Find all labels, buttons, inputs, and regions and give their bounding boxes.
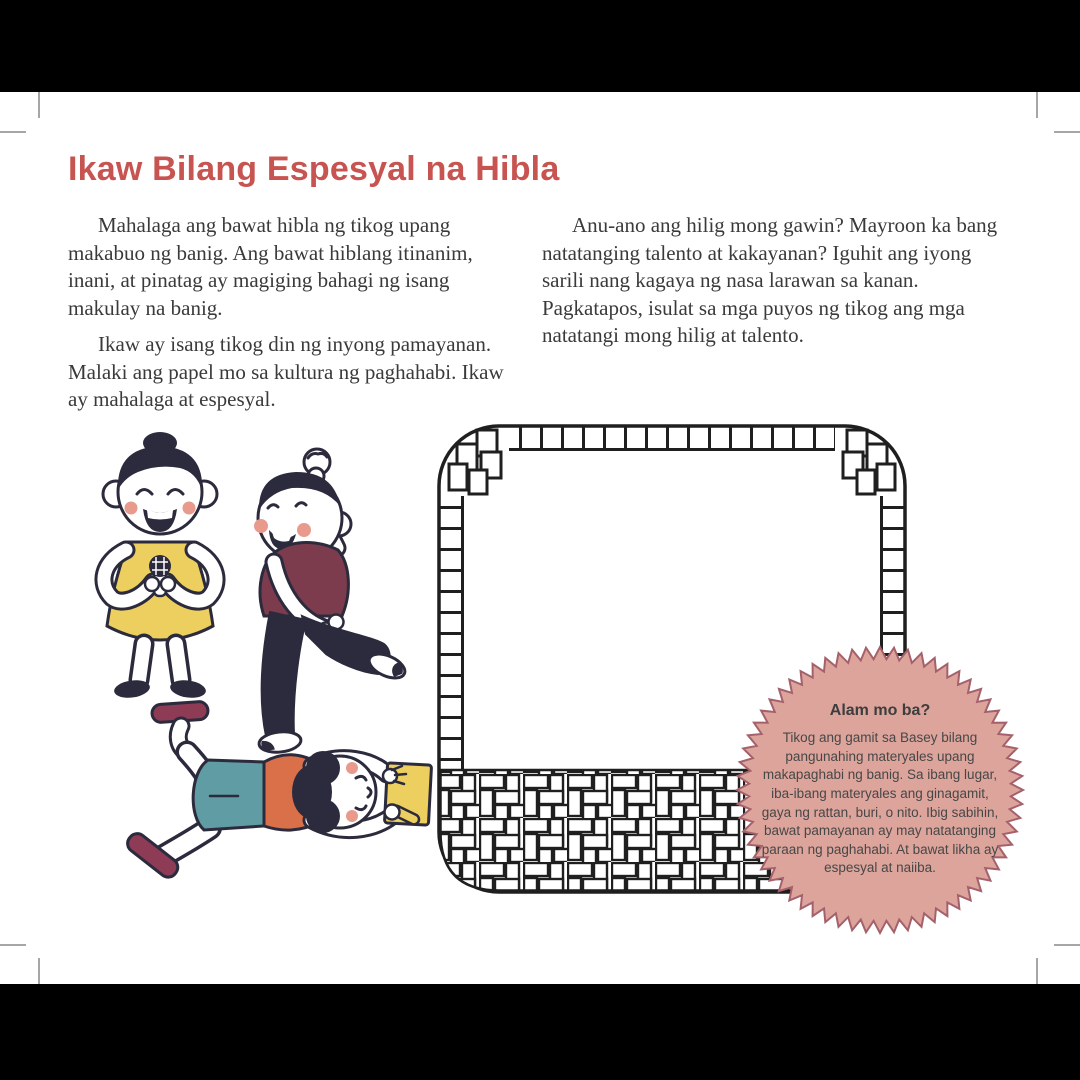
- bottom-bleed-bar: [0, 984, 1080, 1080]
- crop-mark: [38, 958, 40, 984]
- paragraph: Mahalaga ang bawat hibla ng tikog upang makabuo ng banig. Ang bawat hiblang itinanim, inani, at pinatag ay magiging bahagi ng isang makulay na banig.: [68, 213, 473, 320]
- right-text-column: [542, 212, 1016, 423]
- did-you-know-heading: Alam mo ba?: [829, 702, 931, 719]
- paragraph: Ikaw ay isang tikog din ng inyong pamayanan. Malaki ang papel mo sa kultura ng paghahabi. Ikaw ay mahalaga at espesyal.: [68, 332, 504, 411]
- paragraph: Anu-ano ang hilig mong gawin? Mayroon ka bang natatanging talento at kakayanan? Iguhit ang iyong sarili nang kagaya ng nasa larawan sa kanan. Pagkatapos, isulat sa mga puyos ng tikog ang mga natatangi mong hilig at talento.: [542, 213, 998, 347]
- crop-mark: [1054, 944, 1080, 946]
- children-illustration: [40, 430, 440, 900]
- body-text-columns: [68, 212, 1016, 423]
- did-you-know-body: Tikog ang gamit sa Basey bilang pangunahing materyales upang makapaghabi ng banig. Sa ibang lugar, iba-ibang materyales ang ginagamit, gaya ng rattan, buri, o nito. Ibig sabihin, bawat pamayanan ay may natatanging paraan ng paghahabi. At bawat likha ay espesyal at naiiba.: [761, 730, 999, 876]
- top-bleed-bar: [0, 0, 1080, 92]
- crop-mark: [0, 944, 26, 946]
- crop-mark: [1054, 131, 1080, 133]
- crop-mark: [38, 92, 40, 118]
- crop-mark: [1036, 958, 1038, 984]
- crop-mark: [1036, 92, 1038, 118]
- did-you-know-bubble: [735, 645, 1025, 935]
- left-text-column: [68, 212, 514, 423]
- page-title: Ikaw Bilang Espesyal na Hibla: [68, 150, 560, 188]
- singing-girl-illustration: [103, 432, 217, 700]
- microphone-icon: [149, 555, 171, 577]
- crop-mark: [0, 131, 26, 133]
- dancing-boy-illustration: [254, 449, 408, 754]
